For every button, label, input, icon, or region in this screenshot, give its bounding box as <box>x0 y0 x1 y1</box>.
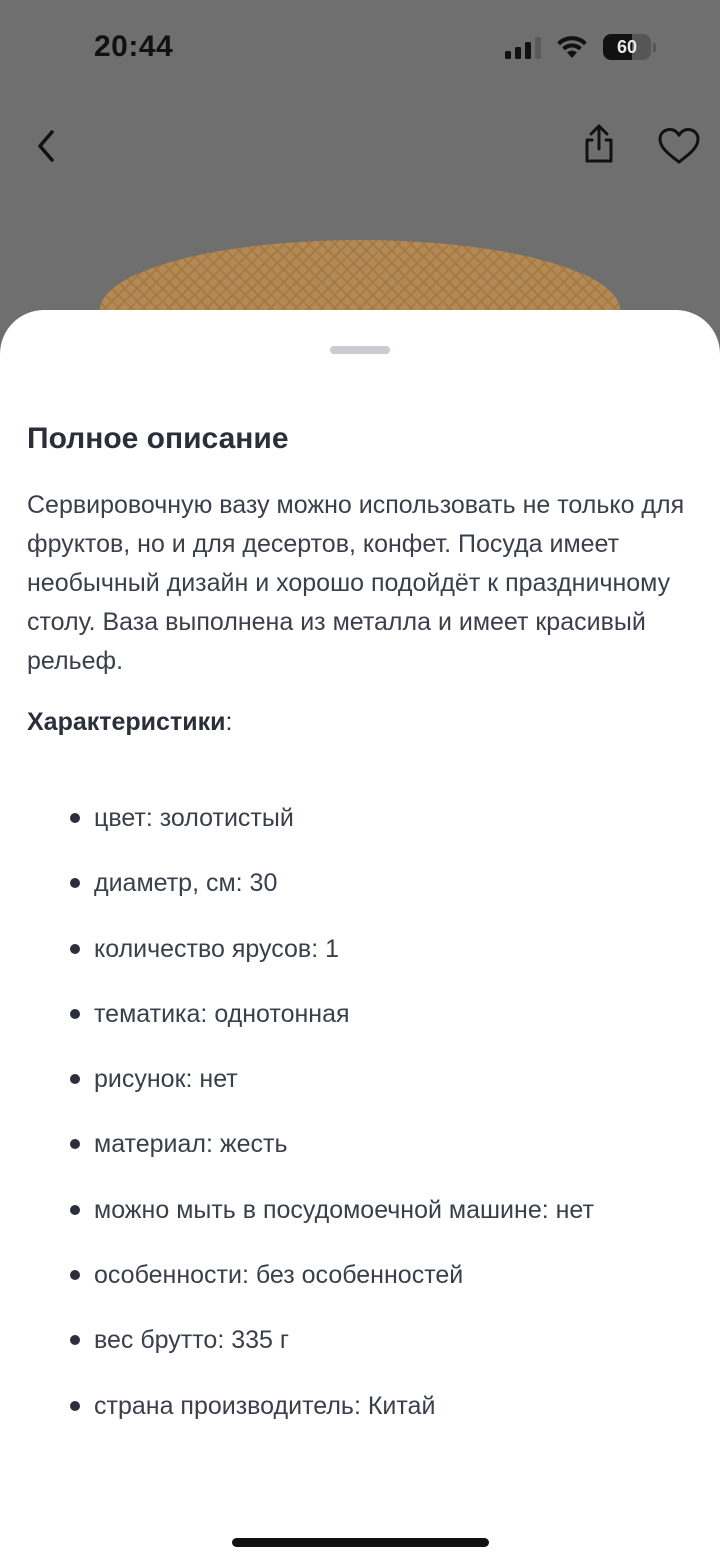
bullet-icon <box>70 1270 80 1280</box>
cellular-signal-icon <box>505 35 541 59</box>
bullet-icon <box>70 878 80 888</box>
bullet-icon <box>70 813 80 823</box>
home-indicator[interactable] <box>232 1538 489 1547</box>
description-sheet <box>0 310 720 1561</box>
spec-item <box>0 1192 720 1257</box>
bullet-icon <box>70 944 80 954</box>
spec-item <box>0 800 720 865</box>
share-icon <box>579 123 619 165</box>
status-time: 20:44 <box>94 30 174 63</box>
spec-item <box>0 865 720 930</box>
specs-heading-label: Характеристики <box>27 708 226 736</box>
spec-item <box>0 1126 720 1191</box>
battery-percent: 60 <box>616 36 638 57</box>
favorite-button[interactable] <box>655 122 703 170</box>
battery-tip <box>653 43 656 52</box>
spec-item <box>0 1388 720 1453</box>
share-button[interactable] <box>575 120 623 168</box>
bullet-icon <box>70 1335 80 1345</box>
sheet-grabber[interactable] <box>330 346 390 354</box>
spec-text: количество ярусов: 1 <box>94 934 339 963</box>
spec-text: особенности: без особенностей <box>94 1261 464 1290</box>
spec-text: материал: жесть <box>94 1130 288 1159</box>
back-button[interactable] <box>22 122 70 170</box>
bullet-icon <box>70 1009 80 1019</box>
bullet-icon <box>70 1139 80 1149</box>
spec-item <box>0 1257 720 1322</box>
status-icons <box>505 34 656 60</box>
specs-heading <box>27 708 232 737</box>
spec-text: страна производитель: Китай <box>94 1391 436 1420</box>
spec-text: можно мыть в посудомоечной машине: нет <box>94 1195 594 1224</box>
spec-item <box>0 996 720 1061</box>
sheet-title: Полное описание <box>27 422 289 455</box>
spec-item <box>0 1061 720 1126</box>
specs-heading-suffix: : <box>225 708 233 736</box>
bullet-icon <box>70 1074 80 1084</box>
spec-text: вес брутто: 335 г <box>94 1326 289 1355</box>
spec-item <box>0 931 720 996</box>
spec-item <box>0 1322 720 1387</box>
battery-icon <box>603 34 651 60</box>
chevron-left-icon <box>32 128 60 164</box>
spec-text: диаметр, см: 30 <box>94 869 278 898</box>
bullet-icon <box>70 1401 80 1411</box>
spec-text: тематика: однотонная <box>94 999 350 1028</box>
bullet-icon <box>70 1205 80 1215</box>
specs-list <box>0 800 720 1453</box>
status-bar <box>0 0 720 100</box>
product-description: Сервировочную вазу можно использовать не только для фруктов, но и для десертов, конфет. Посуда имеет необычный дизайн и хорошо подойдёт к праздничному столу. Ваза выполнена из металла и имеет красивый рельеф. <box>27 491 685 675</box>
heart-icon <box>657 126 701 166</box>
spec-text: рисунок: нет <box>94 1065 238 1094</box>
spec-text: цвет: золотистый <box>94 804 294 832</box>
wifi-icon <box>555 34 589 60</box>
